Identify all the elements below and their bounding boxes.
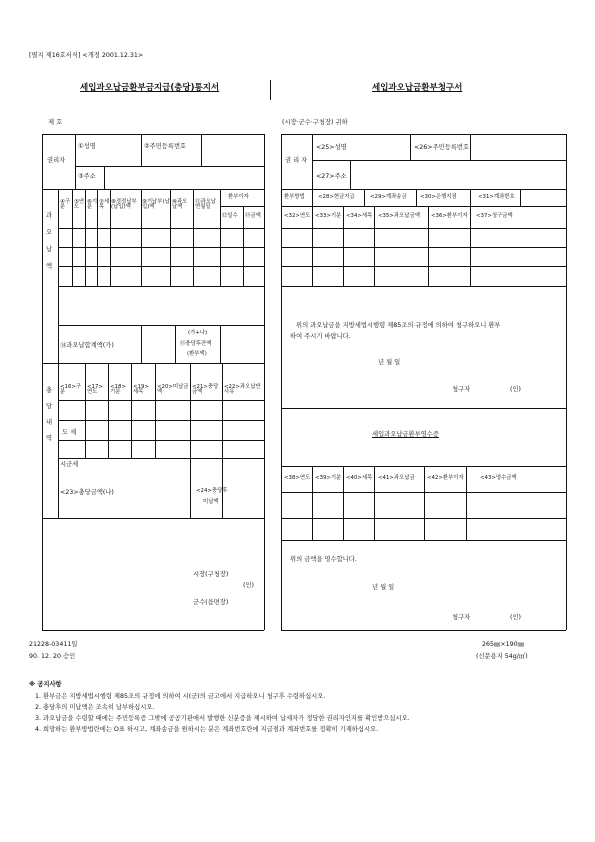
- appro-header: <20>미납금액: [157, 384, 189, 396]
- right-name-label: <25>성명: [316, 144, 347, 151]
- receipt-header: <43>영수금액: [480, 475, 517, 481]
- method-header: 환부방법: [284, 194, 305, 200]
- form-code: [별지 제16호서식] <개정 2001.12.31>: [29, 52, 144, 59]
- detail-header: <33>기분: [315, 213, 342, 219]
- sum-refund-label: (가+나): [188, 330, 208, 336]
- receipt-header: <42>환부이자: [427, 475, 464, 481]
- left-title: 세입과오납금환부금지급(충당)통지서: [80, 83, 220, 93]
- receipt-header: <39>기분: [315, 475, 342, 481]
- sigun-label: 시군세: [60, 461, 79, 468]
- request-text-2: 하여 주시기 바랍니다.: [290, 333, 351, 340]
- method-header: <31>계좌번호: [478, 194, 515, 200]
- doc-number: 제 호: [48, 119, 63, 126]
- left-name-label: ①성명: [78, 143, 96, 150]
- amount-label: ⑬금액: [245, 213, 261, 219]
- approval-date: 90. 12. 20 승인: [29, 653, 76, 660]
- note-item: 1. 환부금은 지방세법시행령 제85조의 규정에 의하여 시(군)의 금고에서 지급하오니 청구후 수령하십시오.: [35, 693, 326, 700]
- notes-heading: ※ 공지사항: [29, 681, 62, 688]
- right-title: 세입과오납금환부청구서: [372, 83, 463, 93]
- col-header: ④구분: [60, 199, 71, 211]
- col-header: ⑪과오납연월일: [195, 199, 217, 211]
- col-header: ⑥기분: [87, 199, 98, 211]
- receipt-date: 년 월 일: [372, 584, 395, 591]
- right-claimant-label: 권 리 자: [285, 157, 308, 164]
- appro-header: <19>세목: [133, 384, 149, 396]
- receipt-header: <41>과오납금: [378, 475, 415, 481]
- appro-header: <18>기분: [110, 384, 126, 396]
- paper-spec: (신문용지 54g/㎡): [476, 653, 528, 660]
- note-item: 4. 희망하는 환부방법란에는 O표 하시고, 계좌송금을 원하시는 분은 계좌번호란에 지급점과 계좌번호를 정확히 기재하십시오.: [35, 726, 379, 733]
- appro-total-label: <23>충당금액(나): [60, 489, 114, 496]
- claimer-label: 청구자: [452, 386, 471, 393]
- detail-header: <32>연도: [284, 213, 311, 219]
- receipt-header: <38>연도: [284, 475, 311, 481]
- col-header: ⑦세목: [99, 199, 110, 211]
- appro-header: <17>연도: [87, 384, 103, 396]
- col-header: ⑨기납부(납입)액: [142, 199, 170, 211]
- appro-header: <21>충당금액: [192, 384, 219, 396]
- sum-refund-label2: ⑮충당후잔액: [180, 341, 212, 347]
- left-seal: (인): [243, 582, 254, 589]
- remain-label2: 미납액: [203, 499, 219, 505]
- right-address-label: <27>주소: [316, 173, 347, 180]
- addressee: (시장·군수·구청장) 귀하: [282, 119, 348, 126]
- right-resident-label: <26>주민등록번호: [414, 144, 470, 151]
- appro-header: <16>구분: [60, 384, 82, 396]
- note-item: 3. 과오납금을 수령할 때에는 주민등록증 그밖에 공공기관에서 발행한 신분증을 제시하여 납세자가 정당한 권리자인지를 확인받으십시오.: [35, 715, 410, 722]
- county-label: 군수(읍면장): [193, 599, 229, 606]
- receiver-label: 청구자: [452, 614, 471, 621]
- detail-header: <37>청구금액: [476, 213, 513, 219]
- days-label: ⑫일수: [222, 213, 238, 219]
- method-header: <29>계좌송금: [370, 194, 407, 200]
- appro-label: 충 당 내 역: [46, 387, 53, 442]
- note-item: 2. 충당후의 미납액은 조속히 납부하십시오.: [35, 704, 155, 711]
- left-address-label: ③주소: [78, 173, 96, 180]
- left-resident-label: ②주민등록번호: [144, 143, 187, 150]
- detail-header: <36>환부이자: [431, 213, 468, 219]
- receipt-text: 위의 금액을 영수합니다.: [290, 556, 357, 563]
- request-date: 년 월 일: [378, 359, 401, 366]
- request-text-1: 위의 과오납금을 지방세법시행령 제85조의 규정에 의하여 청구하오니 환부: [296, 322, 501, 329]
- appro-header: <22>과오납반사유: [224, 384, 261, 396]
- receipt-title: 세입과오납금환부영수증: [372, 431, 439, 438]
- refund-interest-label: 환부이자: [228, 194, 249, 200]
- detail-header: <35>과오납금액: [378, 213, 420, 219]
- col-header: ⑧경정납부(납입)액: [111, 199, 137, 211]
- method-header: <30>은행지점: [420, 194, 457, 200]
- method-header: <28>현금지급: [318, 194, 355, 200]
- approval-no: 21228-03411일: [29, 641, 78, 648]
- remain-label: <24>충당후: [196, 488, 228, 494]
- right-seal-2: (인): [510, 614, 521, 621]
- left-claimant-label: 권리자: [47, 157, 66, 164]
- col-header: ⑤연도: [74, 199, 85, 211]
- paper-size: 265㎜×190㎜: [482, 641, 524, 648]
- right-seal: (인): [510, 386, 521, 393]
- detail-header: <34>세목: [346, 213, 373, 219]
- mayor-label: 시장(구청장): [193, 571, 229, 578]
- col-header: ⑩과오납액: [172, 199, 188, 211]
- dose-label: 도 세: [62, 429, 77, 436]
- sum-refund-label3: (환부액): [187, 351, 207, 357]
- total-excess-label: ⑭과오납합계액(가): [60, 342, 114, 349]
- receipt-header: <40>세목: [346, 475, 373, 481]
- excess-label: 과 오 납 액: [46, 212, 53, 270]
